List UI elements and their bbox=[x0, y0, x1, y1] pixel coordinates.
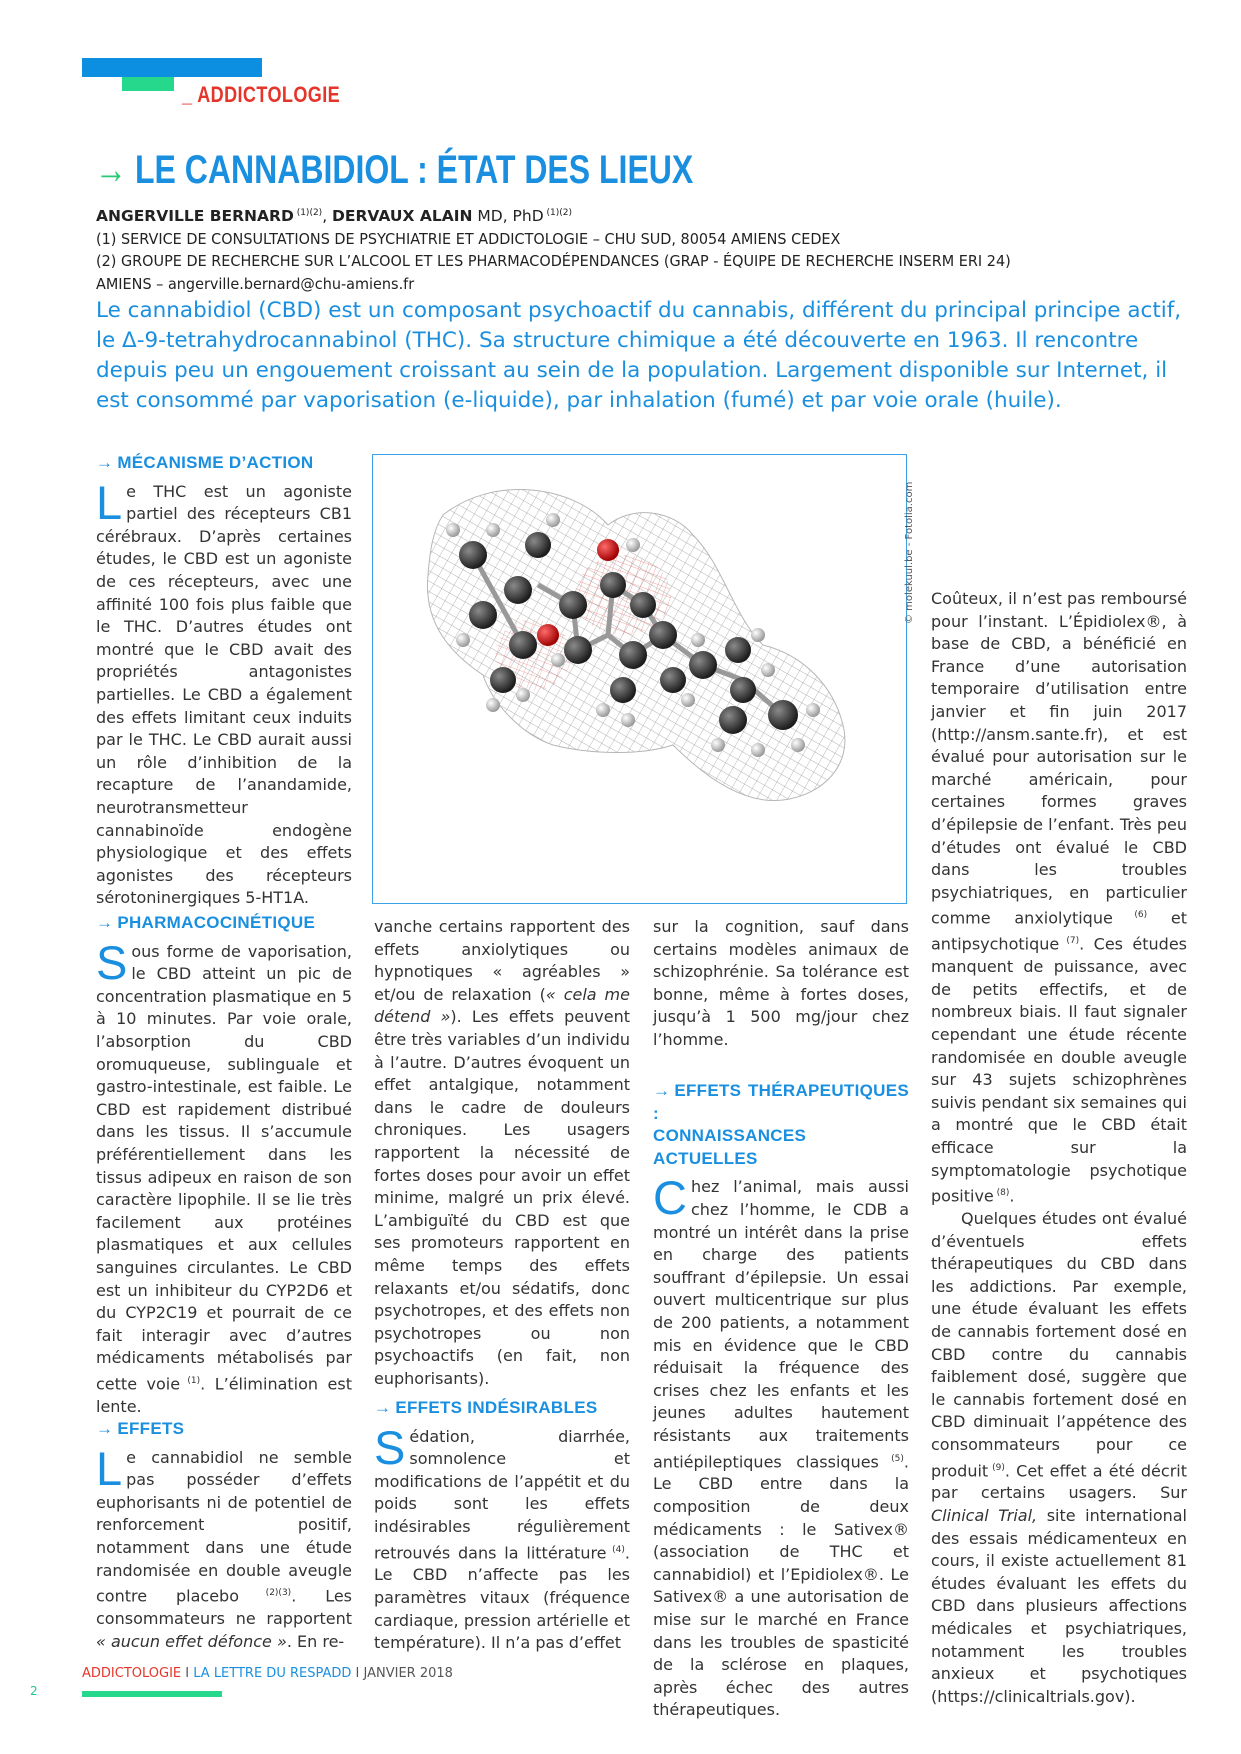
dropcap: L bbox=[96, 475, 123, 529]
dropcap: C bbox=[653, 1171, 687, 1225]
header-green-bar bbox=[122, 77, 174, 91]
affiliation-1: (1) SERVICE DE CONSULTATIONS DE PSYCHIATRIE ET ADDICTOLOGIE – CHU SUD, 80054 AMIENS CEDEX bbox=[96, 229, 841, 248]
title-arrow-icon: → bbox=[95, 148, 127, 192]
molecule-figure bbox=[372, 454, 907, 904]
affiliation-2: (2) GROUPE DE RECHERCHE SUR L’ALCOOL ET LES PHARMACODÉPENDANCES (GRAP - ÉQUIPE DE RECHERCHE INSERM ERI 24) bbox=[96, 252, 1011, 271]
footer: ADDICTOLOGIE I LA LETTRE DU RESPADD I JANVIER 2018 bbox=[82, 1666, 453, 1681]
article-title bbox=[95, 148, 693, 193]
heading-pharmaco: → PHARMACOCINÉTIQUE bbox=[96, 913, 316, 932]
author-1: ANGERVILLE BERNARD bbox=[96, 207, 294, 226]
author-2: DERVAUX ALAIN bbox=[332, 207, 473, 226]
heading-mecanisme: → MÉCANISME D’ACTION bbox=[96, 453, 314, 472]
section-pharmaco: → PHARMACOCINÉTIQUE Sous forme de vaporisation, le CBD atteint un pic de concentration plasmatique en 5 à 10 minutes. Par voie orale, l’absorption du CBD oromuqueuse, sublinguale et gastro-intestinale, est faible. Le CBD est rapidement distribué dans les tissus. Il s’accumule préférentiellement dans les tissus adipeux en raison de son caractère lipophile. Il se lie très facilement aux protéines plasmatiques et aux cellules sanguines circulantes. Le CBD est un inhibiteur du CYP2D6 et du CYP2C19 et pourrait de ce fait interagir avec d’autres médicaments métabolisés par cette voie $^{(1)}$. L’élimination est lente. bbox=[96, 913, 352, 1416]
section-effets-cont: vanche certains rapportent des effets anxiolytiques ou hypnotiques « agréables » et/ou de relaxation (« cela me détend »). Les effets peuvent être très variables d’un individu à l’autre. D’autres évoquent un effet antalgique, notamment dans le cadre de douleurs chroniques. Les usagers rapportent la nécessité de fortes doses pour avoir un effet minime, malgré un prix élevé. L’ambiguïté du CBD est que ses promoteurs rapportent en même temps des effets relaxants et/ou sédatifs, donc psychotropes, et des effets non psychotropes ou non psychoactifs (en fait, non euphorisants). bbox=[374, 917, 630, 1388]
photo-credit: © molekuul.be - Fotolia.com bbox=[904, 481, 915, 624]
section-effets: → EFFETS Le cannabidiol ne semble pas posséder d’effets euphorisants ni de potentiel de renforcement positif, notamment dans une étude randomisée en double aveugle contre placebo $^{(2)(3)}$. Les consommateurs ne rapportent « aucun effet défonce ». En re- bbox=[96, 1419, 353, 1651]
dropcap: S bbox=[374, 1420, 406, 1474]
lead-paragraph: Le cannabidiol (CBD) est un composant psychoactif du cannabis, différent du principal principe actif, le Δ-9-tetrahydrocannabinol (THC). Sa structure chimique a été découverte en 1963. Il rencontre depuis peu un engouement croissant au sein de la population. Largement disponible sur Internet, il est consommé par vaporisation (e-liquide), par inhalation (fumé) et par voie orale (huile). bbox=[96, 298, 1182, 413]
heading-effets: → EFFETS bbox=[96, 1419, 185, 1438]
section-tolerance: sur la cognition, sauf dans certains modèles animaux de schizophrénie. Sa tolérance est bonne, même à fortes doses, jusqu’à 1 500 mg/jour chez l’homme. bbox=[653, 917, 909, 1049]
section-therapeutiques: → EFFETS THÉRAPEUTIQUES : CONNAISSANCES ACTUELLES Chez l’animal, mais aussi chez l’homme, le CDB a montré un intérêt dans la prise en charge des patients souffrant d’épilepsie. Un essai ouvert multicentrique sur plus de 200 patients, a notamment mis en évidence que le CBD réduisait la fréquence des crises chez les enfants et les jeunes adultes hautement résistants aux traitements antiépileptiques classiques $^{(5)}$. Le CBD entre dans la composition de deux médicaments : le Sativex® (association de THC et cannabidiol) et l’Epidiolex®. Le Sativex® a une autorisation de mise sur le marché en France dans les troubles de spasticité de la sclérose en plaques, après échec des autres thérapeutiques. bbox=[653, 1081, 909, 1720]
arrow-icon: → bbox=[96, 1419, 114, 1438]
page-number: 2 bbox=[30, 1684, 38, 1698]
arrow-icon: → bbox=[653, 1081, 671, 1100]
header-blue-bar bbox=[82, 58, 262, 77]
arrow-icon: → bbox=[96, 453, 114, 472]
section-indesirables: → EFFETS INDÉSIRABLES Sédation, diarrhée, somnolence et modifications de l’appétit et du poids sont les effets indésirables régulièrement retrouvés dans la littérature $^{(4)}$. Le CBD n’affecte pas les paramètres vitaux (fréquence cardiaque, pression artérielle et température). Il n’a pas d’effet bbox=[374, 1398, 630, 1653]
section-mecanisme: → MÉCANISME D’ACTION Le THC est un agoniste partiel des récepteurs CB1 cérébraux. D’après certaines études, le CBD est un agoniste de ces récepteurs, avec une affinité 100 fois plus faible que le THC. D’autres études ont montré que le CBD avait des propriétés antagonistes partielles. Le CBD a également des effets limitant ceux induits par le THC. Le CBD aurait aussi un rôle d’inhibition de la recapture de l’anandamide, neurotransmetteur cannabinoïde endogène physiologique et des effets agonistes des récepteurs sérotoninergiques 5-HT1A. bbox=[96, 453, 352, 908]
section-tag: _ ADDICTOLOGIE bbox=[182, 82, 341, 107]
author-line: ANGERVILLE BERNARD $^{(1)(2)}$, DERVAUX ALAIN MD, PhD $^{(1)(2)}$ bbox=[96, 207, 573, 226]
footer-green-bar bbox=[82, 1691, 222, 1697]
heading-therapeutiques: → EFFETS THÉRAPEUTIQUES : CONNAISSANCES ACTUELLES bbox=[653, 1081, 909, 1168]
heading-indesirables: → EFFETS INDÉSIRABLES bbox=[374, 1398, 598, 1417]
affiliation-3: AMIENS – angerville.bernard@chu-amiens.fr bbox=[96, 274, 415, 293]
molecule-illustration bbox=[373, 455, 906, 903]
title-text: LE CANNABIDIOL : ÉTAT DES LIEUX bbox=[135, 148, 694, 192]
arrow-icon: → bbox=[374, 1398, 392, 1417]
dropcap: L bbox=[96, 1441, 123, 1495]
arrow-icon: → bbox=[96, 913, 114, 932]
dropcap: S bbox=[96, 935, 128, 989]
section-col4: Coûteux, il n’est pas remboursé pour l’instant. L’Épidiolex®, à base de CBD, a bénéficié en France d’une autorisation temporaire d’utilisation entre janvier et fin juin 2017 (http://ansm.sante.fr), et est évalué pour autorisation sur le marché américain, pour certaines formes graves d’épilepsie de l’enfant. Très peu d’études ont évalué le CBD dans les troubles psychiatriques, en particulier comme anxiolytique $^{(6)}$ et antipsychotique $^{(7)}$. Ces études manquent de puissance, avec de petits effectifs, et de nombreux biais. Il faut signaler cependant une étude récente randomisée en double aveugle sur 43 sujets schizophrènes suivis pendant six semaines qui a montré que le CBD était efficace sur la symptomatologie psychotique positive $^{(8)}$. Quelques études ont évalué d’éventuels effets thérapeutiques du CBD dans les addictions. Par exemple, une étude évaluant les effets de cannabis fortement dosé en CBD contre du cannabis faiblement dosé, suggère que le cannabis fortement dosé en CBD diminuait l’appétence des consommateurs pour ce produit $^{(9)}$. Cet effet a été décrit par certains usagers. Sur Clinical Trial, site international des essais médicamenteux en cours, il existe actuellement 81 études évaluant les effets du CBD dans plusieurs affections médicales et psychiatriques, notamment les troubles anxieux et psychotiques (https://clinicaltrials.gov). bbox=[931, 589, 1188, 1706]
authors-block bbox=[96, 202, 1080, 295]
